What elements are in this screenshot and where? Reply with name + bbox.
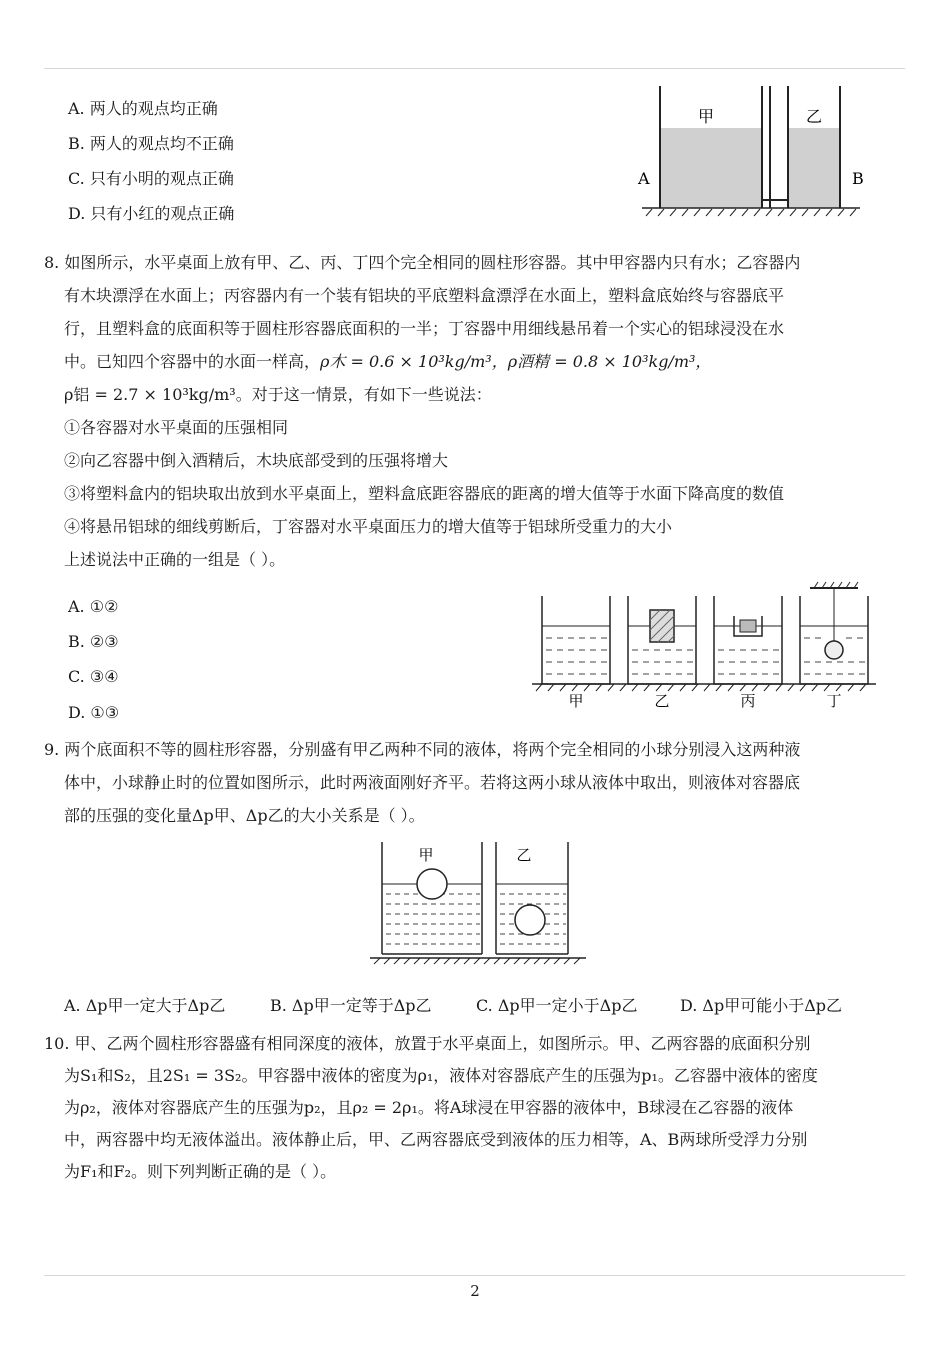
q8-line-2: 有木块漂浮在水面上；丙容器内有一个装有铝块的平底塑料盒漂浮在水面上，塑料盒底始终与容器底平: [64, 286, 785, 305]
q7-option-a: A. 两人的观点均正确: [68, 99, 218, 118]
q10-line-1: 10. 甲、乙两个圆柱形容器盛有相同深度的液体，放置于水平桌面上，如图所示。甲、乙两容器的底面积分别: [44, 1034, 811, 1053]
q10-line-5: 为F₁和F₂。则下列判断正确的是（ ）。: [64, 1162, 337, 1181]
q8-figure: [528, 580, 878, 710]
q8-line-4: [64, 352, 711, 372]
q8-option-a: A. ①②: [68, 597, 119, 616]
q8-statement-2: ②向乙容器中倒入酒精后，木块底部受到的压强将增大: [64, 451, 449, 470]
q9-label-jia: 甲: [418, 846, 434, 864]
q8-option-b: B. ②③: [68, 632, 119, 651]
q7-figure: [632, 82, 877, 222]
q8-label-ding: 丁: [826, 692, 842, 710]
q9-option-a: A. Δp甲一定大于Δp乙: [64, 996, 226, 1015]
q10-line-2: 为S₁和S₂，且2S₁ = 3S₂。甲容器中液体的密度为ρ₁，液体对容器底产生的压强为p₁。乙容器中液体的密度: [64, 1066, 818, 1085]
footer-rule: [44, 1275, 905, 1276]
q9-line-3: 部的压强的变化量Δp甲、Δp乙的大小关系是（ ）。: [64, 806, 425, 825]
q7-label-yi: 乙: [805, 107, 823, 126]
q8-density-wood-alcohol: ρ木 = 0.6 × 10³kg/m³，ρ酒精 = 0.8 × 10³kg/m³，: [320, 352, 712, 371]
q9-line-1: 9. 两个底面积不等的圆柱形容器，分别盛有甲乙两种不同的液体，将两个完全相同的小球分别浸入这两种液: [44, 740, 801, 759]
q8-statement-1: ①各容器对水平桌面的压强相同: [64, 418, 289, 437]
q7-label-a: A: [638, 169, 650, 188]
q7-label-jia: 甲: [697, 107, 715, 126]
q10-line-3: 为ρ₂，液体对容器底产生的压强为p₂，且ρ₂ = 2ρ₁。将A球浸在甲容器的液体中，B球浸在乙容器的液体: [64, 1098, 794, 1117]
q8-statement-3: ③将塑料盒内的铝块取出放到水平桌面上，塑料盒底距容器底的距离的增大值等于水面下降高度的数值: [64, 484, 785, 503]
q9-label-yi: 乙: [516, 846, 532, 864]
q9-option-c: C. Δp甲一定小于Δp乙: [476, 996, 638, 1015]
q8-statement-4: ④将悬吊铝球的细线剪断后，丁容器对水平桌面压力的增大值等于铝球所受重力的大小: [64, 517, 673, 536]
q8-label-jia: 甲: [568, 692, 584, 710]
q9-figure: [364, 840, 590, 970]
q8-option-c: C. ③④: [68, 667, 119, 686]
q8-line-4-text: 中。已知四个容器中的水面一样高，: [64, 352, 321, 371]
q8-line-3: 行，且塑料盒的底面积等于圆柱形容器底面积的一半；丁容器中用细线悬吊着一个实心的铝球浸没在水: [64, 319, 785, 338]
q8-label-yi: 乙: [654, 692, 670, 710]
header-rule: [44, 68, 905, 69]
q9-line-2: 体中，小球静止时的位置如图所示，此时两液面刚好齐平。若将这两小球从液体中取出，则液体对容器底: [64, 773, 801, 792]
q9-option-d: D. Δp甲可能小于Δp乙: [680, 996, 843, 1015]
q8-prompt: 上述说法中正确的一组是（ ）。: [64, 550, 286, 569]
q7-option-d: D. 只有小红的观点正确: [68, 204, 235, 223]
q9-option-b: B. Δp甲一定等于Δp乙: [270, 996, 432, 1015]
page-number: 2: [470, 1282, 480, 1300]
q10-line-4: 中，两容器中均无液体溢出。液体静止后，甲、乙两容器底受到液体的压力相等，A、B两球所受浮力分别: [64, 1130, 808, 1149]
q7-label-b: B: [852, 169, 864, 188]
q8-option-d: D. ①③: [68, 703, 120, 722]
q8-line-5: ρ铝 = 2.7 × 10³kg/m³。对于这一情景，有如下一些说法：: [64, 385, 492, 404]
q8-label-bing: 丙: [740, 692, 756, 710]
q7-option-c: C. 只有小明的观点正确: [68, 169, 234, 188]
q8-line-1: 8. 如图所示，水平桌面上放有甲、乙、丙、丁四个完全相同的圆柱形容器。其中甲容器内只有水；乙容器内: [44, 253, 801, 272]
q7-option-b: B. 两人的观点均不正确: [68, 134, 234, 153]
